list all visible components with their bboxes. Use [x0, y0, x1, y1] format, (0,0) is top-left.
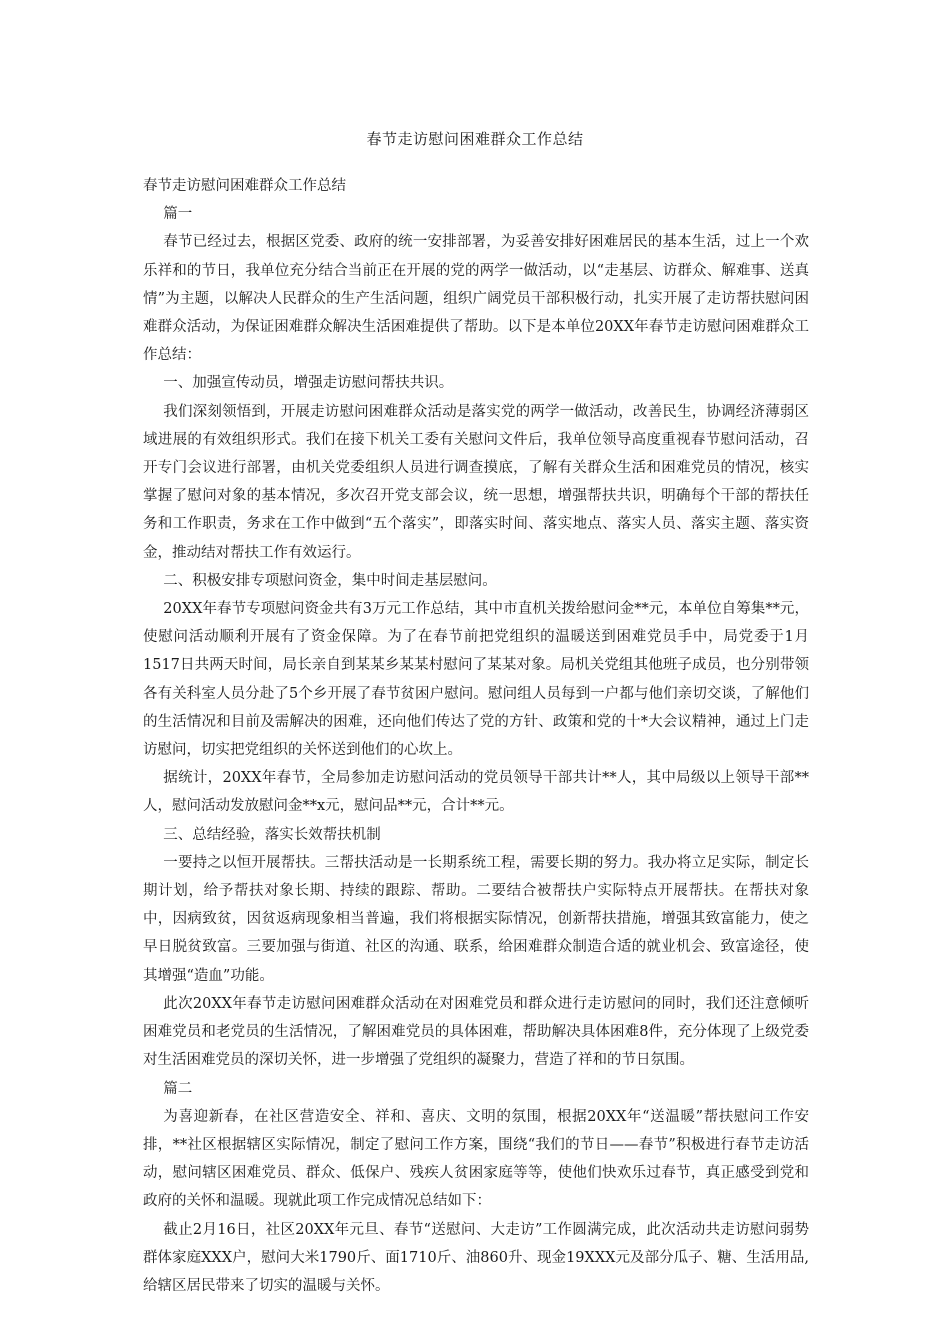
document-title: 春节走访慰问困难群众工作总结	[366, 130, 584, 148]
paragraph: 春节已经过去，根据区党委、政府的统一安排部署，为妥善安排好困难居民的基本生活，过上一个欢乐祥和的节日，我单位充分结合当前正在开展的党的两学一做活动，以“走基层、访群众、解难事、送真情”为主题，以解决人民群众的生产生活问题，组织广阔党员干部积极行动，扎实开展了走访帮扶慰问困难群众活动，为保证困难群众解决生活困难提供了帮助。以下是本单位20XX年春节走访慰问困难群众工作总结：	[143, 234, 809, 364]
paragraph: 为喜迎新春，在社区营造安全、祥和、喜庆、文明的氛围，根据20XX年“送温暖”帮扶慰问工作安排，**社区根据辖区实际情况，制定了慰问工作方案，围绕“我们的节日——春节”积极进行春节走访活动，慰问辖区困难党员、群众、低保户、残疾人贫困家庭等等，使他们快欢乐过春节，真正感受到党和政府的关怀和温暖。现就此项工作完成情况总结如下：	[143, 1108, 809, 1210]
section-heading: 一、加强宣传动员，增强走访慰问帮扶共识。	[163, 375, 454, 392]
section-heading: 三、总结经验，落实长效帮扶机制	[163, 826, 381, 843]
document-body	[143, 172, 809, 1300]
document-subtitle: 春节走访慰问困难群众工作总结	[143, 178, 346, 194]
paragraph: 20XX年春节专项慰问资金共有3万元工作总结，其中市直机关拨给慰问金**元，本单位自筹集**元，使慰问活动顺利开展有了资金保障。为了在春节前把党组织的温暖送到困难党员手中，局党委于1月1517日共两天时间，局长亲自到某某乡某某村慰问了某某对象。局机关党组其他班子成员，也分别带领各有关科室人员分赴了5个乡开展了春节贫困户慰问。慰问组人员每到一户都与他们亲切交谈，了解他们的生活情况和目前及需解决的困难，还向他们传达了党的方针、政策和党的十*大会议精神，通过上门走访慰问，切实把党组织的关怀送到他们的心坎上。	[143, 601, 809, 759]
paragraph: 此次20XX年春节走访慰问困难群众活动在对困难党员和群众进行走访慰问的同时，我们还注意倾听困难党员和老党员的生活情况，了解困难党员的具体困难，帮助解决具体困难8件，充分体现了上级党委对生活困难党员的深切关怀，进一步增强了党组织的凝聚力，营造了祥和的节日氛围。	[143, 995, 809, 1069]
section-label-part-one: 篇一	[163, 206, 193, 223]
paragraph: 我们深刻领悟到，开展走访慰问困难群众活动是落实党的两学一做活动，改善民生，协调经济薄弱区域进展的有效组织形式。我们在接下机关工委有关慰问文件后，我单位领导高度重视春节慰问活动，召开专门会议进行部署，由机关党委组织人员进行调查摸底，了解有关群众生活和困难党员的情况，核实掌握了慰问对象的基本情况，多次召开党支部会议，统一思想，增强帮扶共识，明确每个干部的帮扶任务和工作职责，务求在工作中做到“五个落实”，即落实时间、落实地点、落实人员、落实主题、落实资金，推动结对帮扶工作有效运行。	[143, 403, 809, 561]
section-label-part-two: 篇二	[163, 1080, 193, 1097]
paragraph: 据统计，20XX年春节，全局参加走访慰问活动的党员领导干部共计**人，其中局级以上领导干部**人，慰问活动发放慰问金**x元，慰问品**元，合计**元。	[143, 770, 809, 815]
paragraph: 截止2月16日，社区20XX年元旦、春节“送慰问、大走访”工作圆满完成，此次活动共走访慰问弱势群体家庭XXX户，慰问大米1790斤、面1710斤、油860升、现金19XXX元及部分瓜子、糖、生活用品,给辖区居民带来了切实的温暖与关怀。	[143, 1221, 809, 1294]
paragraph: 一要持之以恒开展帮扶。三帮扶活动是一长期系统工程，需要长期的努力。我办将立足实际，制定长期计划，给予帮扶对象长期、持续的跟踪、帮助。二要结合被帮扶户实际特点开展帮扶。在帮扶对象中，因病致贫，因贫返病现象相当普遍，我们将根据实际情况，创新帮扶措施，增强其致富能力，使之早日脱贫致富。三要加强与街道、社区的沟通、联系，给困难群众制造合适的就业机会、致富途径，使其增强“造血”功能。	[143, 854, 809, 984]
section-heading: 二、积极安排专项慰问资金，集中时间走基层慰问。	[163, 572, 497, 589]
